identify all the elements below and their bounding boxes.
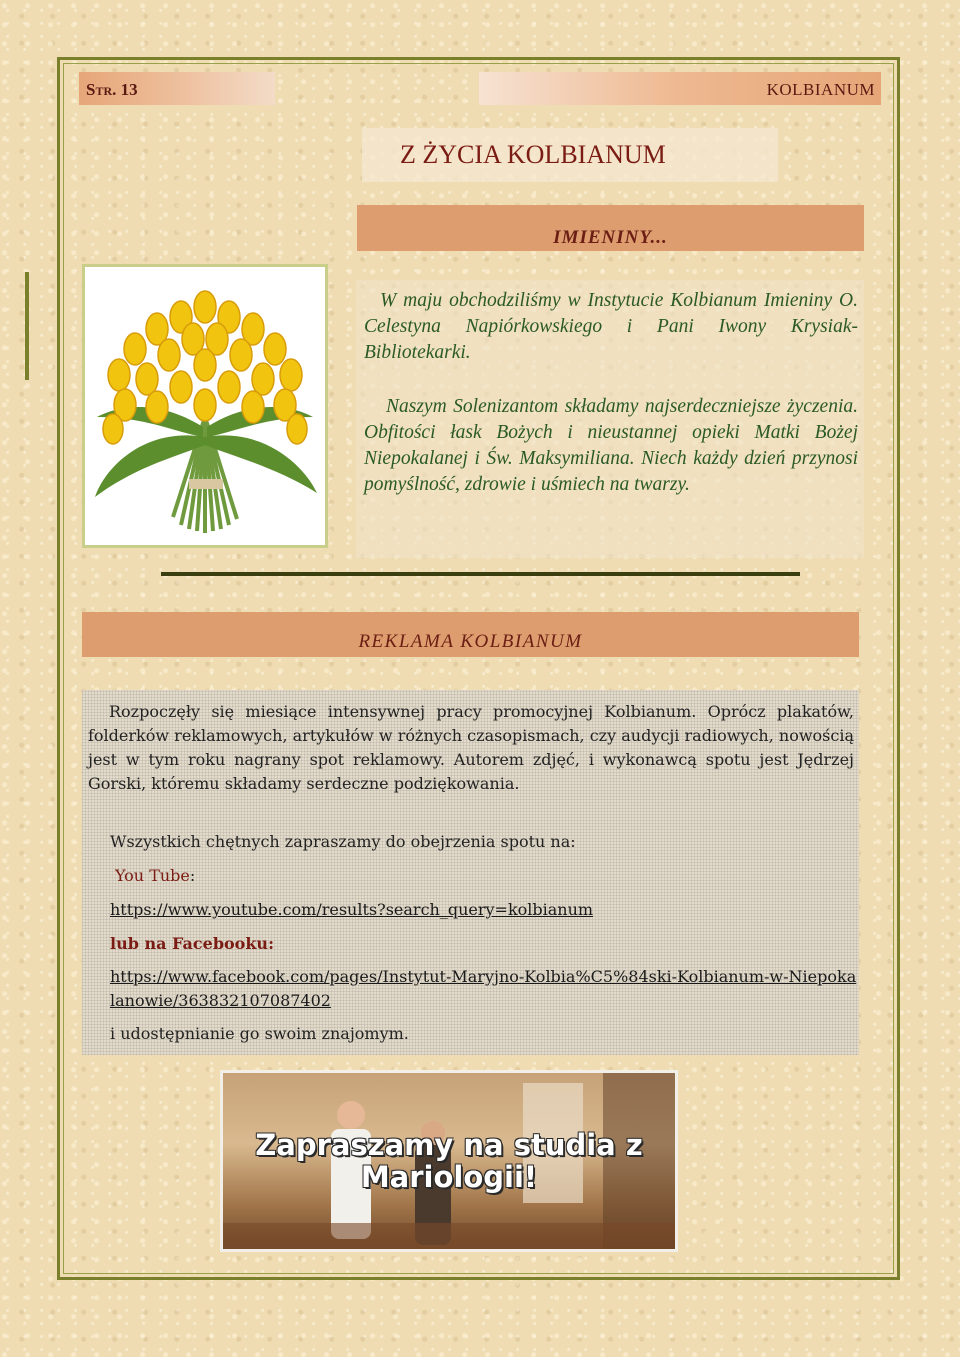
reklama-heading-band <box>82 612 859 657</box>
video-caption-line-1: Zapraszamy na studia z <box>255 1128 643 1162</box>
video-caption-line-2: Mariologii! <box>360 1160 538 1194</box>
reklama-body: Rozpoczęły się miesiące intensywnej pracy promocyjnej Kolbianum. Oprócz plakatów, folderków reklamowych, artykułów w różnych czasopismach, czy audycji radiowych, nowością jest w tym roku nagrany spot reklamowy. Autorem zdjęć, i wykonawcą spotu jest Jędrzej Gorski, któremu składamy serdeczne podziękowania. <box>88 702 854 793</box>
facebook-link[interactable]: https://www.facebook.com/pages/Instytut-Maryjno-Kolbia%C5%84ski-Kolbianum-w-Niepokalanowie/363832107087402 <box>110 967 857 1010</box>
section-divider <box>161 572 800 576</box>
publication-name: KOLBIANUM <box>766 80 875 99</box>
header-page-number <box>79 72 275 105</box>
youtube-label: You Tube <box>115 866 190 885</box>
youtube-colon: : <box>189 866 196 885</box>
imieniny-heading-band <box>357 205 864 251</box>
page-title: Z ŻYCIA KOLBIANUM <box>400 140 666 169</box>
reklama-heading: REKLAMA KOLBIANUM <box>358 631 583 652</box>
youtube-link[interactable]: https://www.youtube.com/results?search_query=kolbianum <box>110 900 594 919</box>
video-thumbnail[interactable] <box>220 1070 678 1252</box>
header-publication <box>479 72 881 105</box>
tulip-bouquet-image <box>82 264 328 548</box>
youtube-line <box>110 864 195 888</box>
imieniny-heading: IMIENINY... <box>553 227 668 248</box>
facebook-label: lub na Facebooku: <box>110 934 274 953</box>
imieniny-paragraph-2: Naszym Solenizantom składamy najserdeczniejsze życzenia. Obfitości łask Bożych i nieustannej opieki Matki Bożej Niepokalanej i Św. Maksymiliana. Niech każdy dzień przynosi pomyślność, zdrowie i uśmiech na twarzy. <box>364 396 858 495</box>
tulip-bouquet-icon <box>85 267 325 545</box>
page-number-label: Str. 13 <box>86 80 138 99</box>
decorative-vertical-bar <box>25 272 29 380</box>
reklama-invite: Wszystkich chętnych zapraszamy do obejrzenia spotu na: <box>110 832 576 851</box>
reklama-closing: i udostępnianie go swoim znajomym. <box>110 1024 409 1043</box>
imieniny-paragraph-1: W maju obchodziliśmy w Instytucie Kolbianum Imieniny O. Celestyna Napiórkowskiego i Pani Iwony Krysiak-Bibliotekarki. <box>364 290 858 363</box>
